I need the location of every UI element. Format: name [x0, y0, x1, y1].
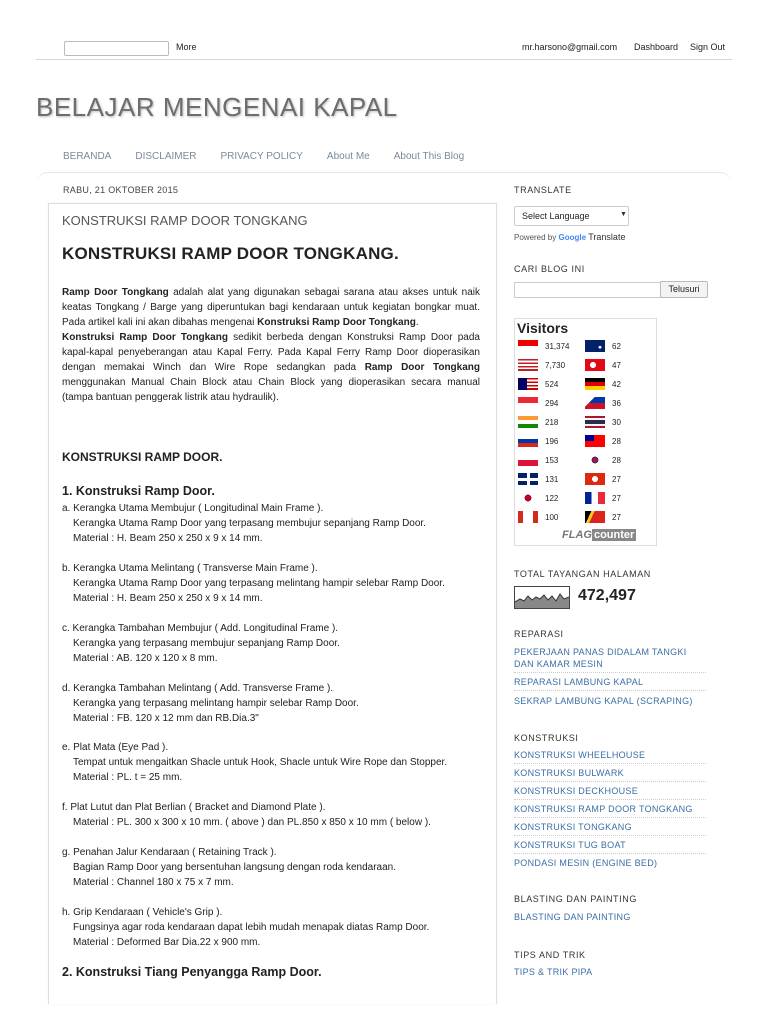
- konstruksi-list: [514, 750, 706, 868]
- pageviews-heading: TOTAL TAYANGAN HALAMAN: [514, 569, 651, 579]
- sidebar-link[interactable]: KONSTRUKSI TONGKANG: [514, 822, 632, 832]
- divider: [514, 799, 706, 800]
- sidebar-link[interactable]: TIPS & TRIK PIPA: [514, 967, 593, 977]
- navbar-signout-link[interactable]: Sign Out: [690, 42, 726, 52]
- item-heading: h. Grip Kendaraan ( Vehicle's Grip ).: [62, 907, 223, 918]
- flag-icon: [585, 511, 605, 523]
- sidebar-link[interactable]: PEKERJAAN PANAS DIDALAM TANGKI DAN KAMAR MESIN: [514, 647, 687, 669]
- intro-bold: Ramp Door Tongkang: [62, 287, 169, 298]
- visitor-count: 294: [545, 399, 559, 408]
- flag-icon: [585, 378, 605, 390]
- divider: [514, 853, 706, 854]
- flag-icon: [518, 511, 538, 523]
- flag-icon: [518, 492, 538, 504]
- divider: [514, 835, 706, 836]
- content-divider: [36, 172, 732, 185]
- item-heading: e. Plat Mata (Eye Pad ).: [62, 742, 169, 753]
- visitors-title: Visitors: [517, 320, 569, 336]
- divider: [514, 781, 706, 782]
- item-line: Material : H. Beam 250 x 250 x 9 x 14 mm.: [73, 533, 263, 544]
- navbar-user-email: mr.harsono@gmail.com: [522, 42, 618, 52]
- tips-heading: TIPS AND TRIK: [514, 950, 586, 960]
- sidebar-link[interactable]: REPARASI LAMBUNG KAPAL: [514, 677, 644, 687]
- flag-icon: [518, 416, 538, 428]
- subsection-heading: 2. Konstruksi Tiang Penyangga Ramp Door.: [62, 965, 322, 979]
- language-select[interactable]: Select Language: [514, 206, 629, 226]
- reparasi-list: [514, 646, 706, 706]
- visitor-count: 28: [612, 437, 621, 446]
- visitor-count: 28: [612, 456, 621, 465]
- construction-item: [62, 800, 431, 830]
- visitor-count: 7,730: [545, 361, 566, 370]
- item-line: Material : PL. t = 25 mm.: [73, 772, 183, 783]
- sparkline-chart: [514, 586, 570, 609]
- flag-icon: [518, 473, 538, 485]
- sidebar-link[interactable]: KONSTRUKSI RAMP DOOR TONGKANG: [514, 804, 693, 814]
- visitor-count: 31,374: [545, 342, 570, 351]
- tab-about-me[interactable]: About Me: [326, 151, 370, 162]
- sidebar-link[interactable]: KONSTRUKSI DECKHOUSE: [514, 786, 639, 796]
- item-line: Material : Deformed Bar Dia.22 x 900 mm.: [73, 937, 261, 948]
- visitor-count: 27: [612, 475, 621, 484]
- visitor-count: 196: [545, 437, 559, 446]
- post-title[interactable]: KONSTRUKSI RAMP DOOR TONGKANG: [62, 213, 308, 228]
- translate-word: Translate: [588, 232, 626, 242]
- flag-icon: [585, 454, 605, 466]
- search-button[interactable]: Telusuri: [660, 281, 708, 298]
- google-logo: Google: [558, 233, 587, 242]
- post-date: RABU, 21 OKTOBER 2015: [63, 185, 179, 195]
- item-heading: g. Penahan Jalur Kendaraan ( Retaining Track ).: [62, 847, 277, 858]
- item-line: Material : FB. 120 x 12 mm dan RB.Dia.3": [73, 713, 259, 724]
- item-line: Kerangka Utama Ramp Door yang terpasang melintang hampir selebar Ramp Door.: [73, 578, 445, 589]
- pageviews-count: 472,497: [578, 587, 636, 604]
- post-intro: [62, 285, 480, 405]
- divider: [514, 690, 706, 691]
- item-heading: f. Plat Lutut dan Plat Berlian ( Bracket and Diamond Plate ).: [62, 802, 326, 813]
- visitor-count: 27: [612, 494, 621, 503]
- visitor-count: 27: [612, 513, 621, 522]
- flag-icon: [585, 416, 605, 428]
- navbar-divider: [36, 59, 732, 60]
- translate-heading: TRANSLATE: [514, 185, 572, 195]
- blog-search-input[interactable]: [514, 282, 661, 298]
- item-heading: b. Kerangka Utama Melintang ( Transverse Main Frame ).: [62, 563, 318, 574]
- item-heading: d. Kerangka Tambahan Melintang ( Add. Transverse Frame ).: [62, 683, 334, 694]
- construction-item: [62, 501, 426, 546]
- powered-by-google[interactable]: [514, 232, 625, 242]
- flag-icon: [585, 359, 605, 371]
- sidebar-link[interactable]: KONSTRUKSI TUG BOAT: [514, 840, 626, 850]
- flag-icon: [518, 435, 538, 447]
- construction-item: [62, 681, 359, 726]
- intro-bold: Konstruksi Ramp Door Tongkang: [62, 332, 228, 343]
- search-heading: CARI BLOG INI: [514, 264, 585, 274]
- construction-item: [62, 740, 447, 785]
- visitor-count: 524: [545, 380, 559, 389]
- intro-text: adalah alat yang digunakan sebagai sarana atau akses untuk naik keatas Tongkang / Barge yang diperuntukan bagi kendaraan untuk kegiatan bongkar muat. Pada artikel kali ini akan dibahas mengenai: [62, 287, 480, 328]
- powered-prefix: Powered by: [514, 233, 559, 242]
- item-heading: c. Kerangka Tambahan Membujur ( Add. Longitudinal Frame ).: [62, 623, 339, 634]
- construction-item: [62, 845, 396, 890]
- konstruksi-heading: KONSTRUKSI: [514, 733, 579, 743]
- visitor-count: 36: [612, 399, 621, 408]
- item-line: Kerangka Utama Ramp Door yang terpasang membujur sepanjang Ramp Door.: [73, 518, 426, 529]
- visitor-count: 47: [612, 361, 621, 370]
- sidebar-link[interactable]: KONSTRUKSI BULWARK: [514, 768, 624, 778]
- visitor-count: 218: [545, 418, 559, 427]
- item-heading: a. Kerangka Utama Membujur ( Longitudinal Main Frame ).: [62, 503, 324, 514]
- flag-icon: [585, 340, 605, 352]
- construction-item: [62, 621, 340, 666]
- intro-text: .: [415, 317, 419, 328]
- sidebar-link[interactable]: KONSTRUKSI WHEELHOUSE: [514, 750, 646, 760]
- flag-icon: [518, 359, 538, 371]
- blasting-heading: BLASTING DAN PAINTING: [514, 894, 637, 904]
- intro-text: sedikit berbeda dengan Konstruksi Ramp Door pada kapal-kapal penyeberangan atau Kapal Ferry. Pada Kapal Ferry Ramp Door dioperasikan dengan memakai Winch dan Wire Rope sedangkan pada: [62, 332, 480, 373]
- intro-bold: Ramp Door Tongkang: [364, 362, 481, 373]
- tab-about-this-blog[interactable]: About This Blog: [393, 151, 465, 162]
- flagcounter-logo: [562, 529, 636, 541]
- item-line: Material : H. Beam 250 x 250 x 9 x 14 mm.: [73, 593, 263, 604]
- flagcounter-counter: counter: [593, 529, 635, 541]
- blog-title[interactable]: BELAJAR MENGENAI KAPAL: [36, 92, 398, 122]
- flag-icon: [585, 435, 605, 447]
- flag-icon: [585, 492, 605, 504]
- tab-beranda[interactable]: BERANDA: [63, 151, 112, 162]
- flag-icon: [518, 454, 538, 466]
- reparasi-heading: REPARASI: [514, 629, 564, 639]
- divider: [514, 763, 706, 764]
- visitor-count: 153: [545, 456, 559, 465]
- navbar-dashboard-link[interactable]: Dashboard: [634, 42, 679, 52]
- flag-icon: [585, 397, 605, 409]
- visitor-count: 122: [545, 494, 559, 503]
- post-heading: KONSTRUKSI RAMP DOOR TONGKANG.: [62, 244, 399, 263]
- visitor-count: 30: [612, 418, 621, 427]
- divider: [514, 672, 706, 673]
- navbar-search-input[interactable]: [64, 41, 169, 56]
- item-line: Kerangka yang terpasang melintang hampir selebar Ramp Door.: [73, 698, 359, 709]
- visitors-grid: [514, 338, 655, 528]
- flag-icon: [518, 378, 538, 390]
- intro-text: menggunakan Manual Chain Block atau Chain Block yang dioperasikan secara manual (tampa bantuan penggerak listrik atau hydraulik).: [62, 377, 480, 403]
- sidebar-link[interactable]: SEKRAP LAMBUNG KAPAL (SCRAPING): [514, 696, 693, 706]
- construction-item: [62, 561, 445, 606]
- chevron-down-icon: ▼: [620, 211, 627, 218]
- item-line: Material : Channel 180 x 75 x 7 mm.: [73, 877, 234, 888]
- sidebar-link[interactable]: BLASTING DAN PAINTING: [514, 912, 631, 922]
- section-heading: KONSTRUKSI RAMP DOOR.: [62, 450, 223, 464]
- item-line: Bagian Ramp Door yang bersentuhan langsung dengan roda kendaraan.: [73, 862, 397, 873]
- page-tabs: [63, 151, 488, 162]
- tab-disclaimer[interactable]: DISCLAIMER: [135, 151, 197, 162]
- flag-icon: [585, 473, 605, 485]
- item-line: Kerangka yang terpasang membujur sepanjang Ramp Door.: [73, 638, 340, 649]
- navbar-more-link[interactable]: More: [176, 42, 197, 52]
- visitor-count: 131: [545, 475, 559, 484]
- divider: [514, 817, 706, 818]
- item-line: Material : PL. 300 x 300 x 10 mm. ( above ) dan PL.850 x 850 x 10 mm ( below ).: [73, 817, 431, 828]
- item-line: Material : AB. 120 x 120 x 8 mm.: [73, 653, 218, 664]
- flag-icon: [518, 397, 538, 409]
- tab-privacy-policy[interactable]: PRIVACY POLICY: [220, 151, 303, 162]
- sidebar-link[interactable]: PONDASI MESIN (ENGINE BED): [514, 858, 658, 868]
- subsection-heading: 1. Konstruksi Ramp Door.: [62, 484, 215, 498]
- flagcounter-flag: FLAG: [562, 529, 592, 541]
- construction-item: [62, 905, 429, 950]
- intro-bold: Konstruksi Ramp Door Tongkang: [257, 317, 416, 328]
- visitor-count: 62: [612, 342, 621, 351]
- flag-icon: [518, 340, 538, 352]
- item-line: Tempat untuk mengaitkan Shacle untuk Hook, Shacle untuk Wire Rope dan Stopper.: [73, 757, 448, 768]
- visitor-count: 42: [612, 380, 621, 389]
- item-line: Fungsinya agar roda kendaraan dapat lebih mudah menapak diatas Ramp Door.: [73, 922, 430, 933]
- visitor-count: 100: [545, 513, 559, 522]
